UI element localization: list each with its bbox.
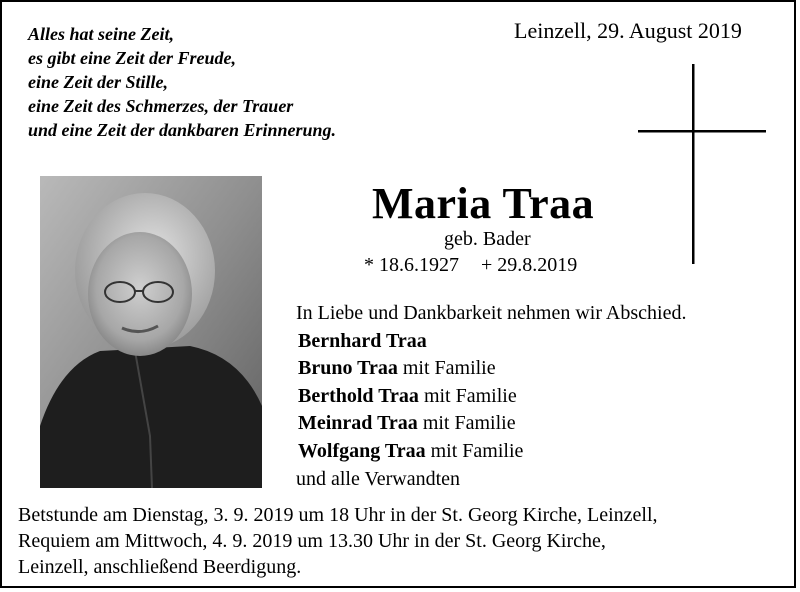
poem-line: Alles hat seine Zeit, [28,24,174,44]
mourner [296,410,686,438]
mourner [296,328,686,356]
poem-line: es gibt eine Zeit der Freude, [28,48,236,68]
poem [28,22,336,142]
service-line: Requiem am Mittwoch, 4. 9. 2019 um 13.30 Uhr in der St. Georg Kirche, [18,530,606,552]
poem-line: und eine Zeit der dankbaren Erinnerung. [28,120,337,140]
life-dates [364,254,577,277]
farewell-text: In Liebe und Dankbarkeit nehmen wir Abschied. [296,302,687,324]
poem-line: eine Zeit des Schmerzes, der Trauer [28,96,294,116]
death-date: + 29.8.2019 [481,254,578,276]
relatives-text: und alle Verwandten [296,467,461,490]
mourner-name: Wolfgang Traa [298,439,426,462]
mourner-name: Bernhard Traa [298,329,427,352]
mourner [296,438,686,466]
place-date: Leinzell, 29. August 2019 [514,18,742,43]
mourner-suffix: mit Familie [397,357,496,380]
birth-name: geb. Bader [444,228,531,250]
mourner [296,355,686,383]
poem-line: eine Zeit der Stille, [28,72,168,92]
mourner [296,383,686,411]
mourner-suffix: mit Familie [425,439,524,462]
service-line: Betstunde am Dienstag, 3. 9. 2019 um 18 Uhr in der St. Georg Kirche, Leinzell, [18,504,658,526]
mourner-name: Berthold Traa [298,384,419,407]
cross-icon [636,64,766,264]
mourner-name: Bruno Traa [298,357,398,380]
mourners-list [296,300,686,493]
deceased-name: Maria Traa [372,179,595,228]
mourner-name: Meinrad Traa [298,412,418,435]
birth-date: * 18.6.1927 [364,254,459,276]
portrait-photo [40,176,262,488]
mourner-suffix: mit Familie [418,384,517,407]
services-info [18,502,788,580]
service-line: Leinzell, anschließend Beerdigung. [18,556,302,578]
mourner-suffix: mit Familie [417,412,516,435]
